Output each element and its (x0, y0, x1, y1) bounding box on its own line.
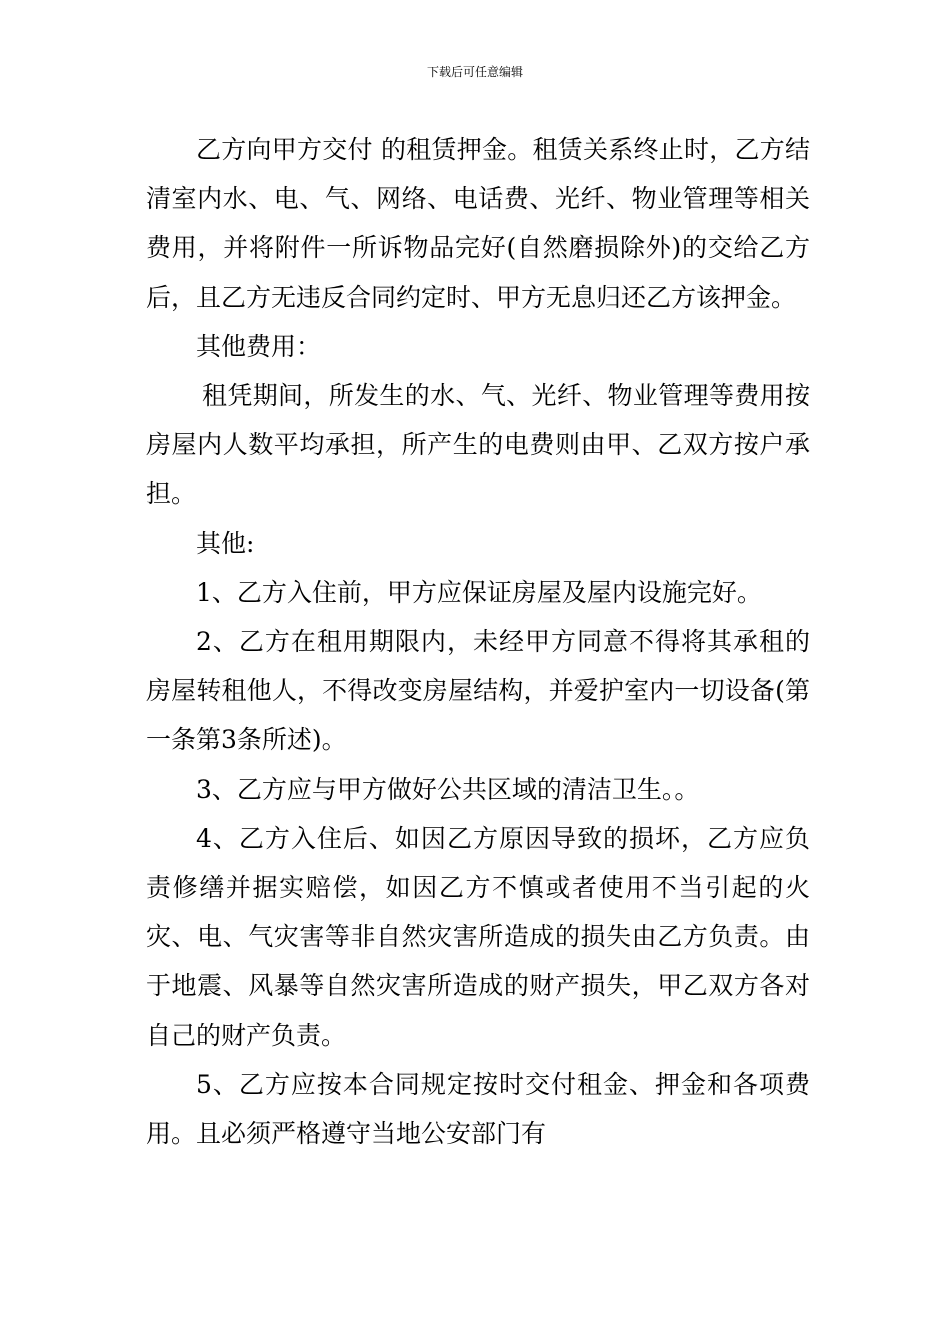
clause-5: 5、乙方应按本合同规定按时交付租金、押金和各项费用。且必须严格遵守当地公安部门有 (146, 1069, 810, 1149)
paragraph-other-fees-heading: 其他费用： (196, 331, 322, 361)
contract-body (146, 125, 810, 1158)
clause-2: 2、乙方在租用期限内，未经甲方同意不得将其承租的房屋转租他人，不得改变房屋结构，并爱护室内一切设备(第一条第3条所述)。 (146, 627, 810, 755)
clause-1: 1、乙方入住前，甲方应保证房屋及屋内设施完好。 (196, 577, 762, 607)
header-note: 下载后可任意编辑 (426, 65, 523, 79)
clause-4: 4、乙方入住后、如因乙方原因导致的损坏，乙方应负责修缮并据实赔偿，如因乙方不慎或者使用不当引起的火灾、电、气灾害等非自然灾害所造成的损失由乙方负责。由于地震、风暴等自然灾害所造成的财产损失，甲乙双方各对自己的财产负责。 (146, 823, 810, 1050)
paragraph-fee-sharing: 租凭期间，所发生的水、气、光纤、物业管理等费用按房屋内人数平均承担，所产生的电费则由甲、乙双方按户承担。 (146, 381, 810, 509)
paragraph-other-heading: 其他: (196, 528, 255, 558)
paragraph-deposit-terms: 乙方向甲方交付 的租赁押金。租赁关系终止时，乙方结清室内水、电、气、网络、电话费、光纤、物业管理等相关费用，并将附件一所诉物品完好(自然磨损除外)的交给乙方后，且乙方无违反合同约定时、甲方无息归还乙方该押金。 (146, 135, 810, 312)
clause-3: 3、乙方应与甲方做好公共区域的清洁卫生。。 (196, 774, 700, 804)
